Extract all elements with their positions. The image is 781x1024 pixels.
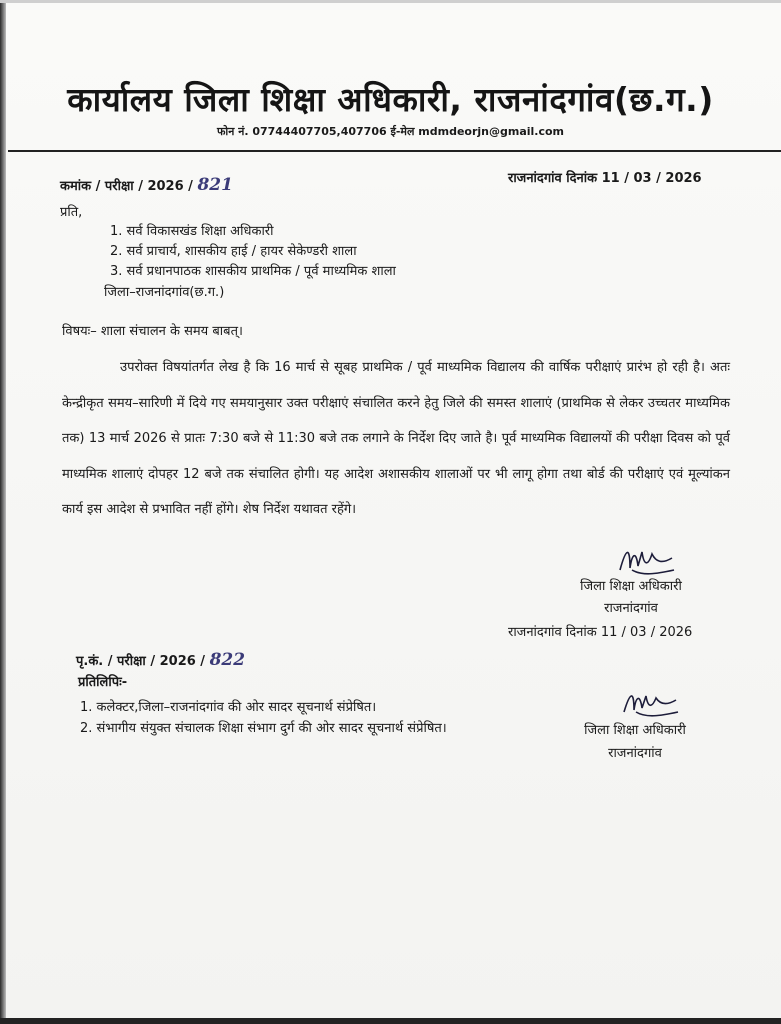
- letter-reference: [60, 175, 233, 195]
- scan-top-edge: [0, 0, 781, 3]
- signatory-place-2: राजनांदगांव: [608, 746, 662, 761]
- signatory-place-1: राजनांदगांव: [604, 601, 658, 616]
- signature-2: [618, 684, 684, 724]
- endorsement-ref-prefix: पृ.कं. / परीक्षा / 2026 /: [76, 654, 206, 669]
- recipient-1: 1. सर्व विकासखंड शिक्षा अधिकारी: [110, 224, 274, 239]
- district-line: जिला–राजनांदगांव(छ.ग.): [104, 285, 225, 300]
- scan-left-edge: [0, 0, 6, 1024]
- body-paragraph: उपरोक्त विषयांतर्गत लेख है कि 16 मार्च से सूबह प्राथमिक / पूर्व माध्यमिक विद्यालय की वार्षिक परीक्षाएं प्रारंभ हो रही है। अतः केन्द्रीकृत समय–सारिणी में दिये गए समयानुसार उक्त परीक्षाएं संचालित करने हेतु जिले की समस्त शालाएं (प्राथमिक से लेकर उच्चतर माध्यमिक तक) 13 मार्च 2026 से प्रातः 7:30 बजे से 11:30 बजे तक लगाने के निर्देश दिए जाते है। पूर्व माध्यमिक विद्यालयों की परीक्षा दिवस को पूर्व माध्यमिक शालाएं दोपहर 12 बजे तक संचालित होगी। यह आदेश अशासकीय शालाओं पर भी लागू होगा तथा बोर्ड की परीक्षाएं एवं मूल्यांकन कार्य इस आदेश से प्रभावित नहीं होंगे। शेष निर्देश यथावत रहेंगे।: [62, 360, 730, 517]
- signatory-title-1: जिला शिक्षा अधिकारी: [580, 579, 682, 594]
- letter-ref-number: 821: [197, 175, 233, 195]
- scan-bottom-edge: [0, 1018, 781, 1024]
- subject-line: विषयः– शाला संचालन के समय बाबत्।: [62, 324, 243, 339]
- endorsement-ref-number: 822: [209, 650, 246, 670]
- letter-place-date: राजनांदगांव दिनांक 11 / 03 / 2026: [508, 171, 702, 186]
- signatory-title-2: जिला शिक्षा अधिकारी: [584, 723, 686, 738]
- copy-item-1: 1. कलेक्टर,जिला–राजनांदगांव की ओर सादर सूचनार्थ संप्रेषित।: [80, 700, 377, 715]
- copy-item-2: 2. संभागीय संयुक्त संचालक शिक्षा संभाग दुर्ग की ओर सादर सूचनार्थ संप्रेषित।: [80, 721, 447, 736]
- endorsement-reference: [76, 650, 245, 670]
- copy-label: प्रतिलिपिः-: [78, 675, 128, 690]
- to-label: प्रति,: [60, 205, 83, 220]
- header-rule: [8, 150, 781, 152]
- recipient-2: 2. सर्व प्राचार्य, शासकीय हाई / हायर सेकेण्डरी शाला: [110, 244, 357, 259]
- contact-line: फोन नं. 07744407705,407706 ई-मेल mdmdeorjn@gmail.com: [216, 125, 565, 138]
- office-title: कार्यालय जिला शिक्षा अधिकारी, राजनांदगांव(छ.ग.): [67, 80, 714, 119]
- recipient-3: 3. सर्व प्रधानपाठक शासकीय प्राथमिक / पूर्व माध्यमिक शाला: [110, 264, 396, 279]
- letter-ref-prefix: कमांक / परीक्षा / 2026 /: [60, 179, 193, 194]
- endorsement-place-date: राजनांदगांव दिनांक 11 / 03 / 2026: [508, 625, 693, 640]
